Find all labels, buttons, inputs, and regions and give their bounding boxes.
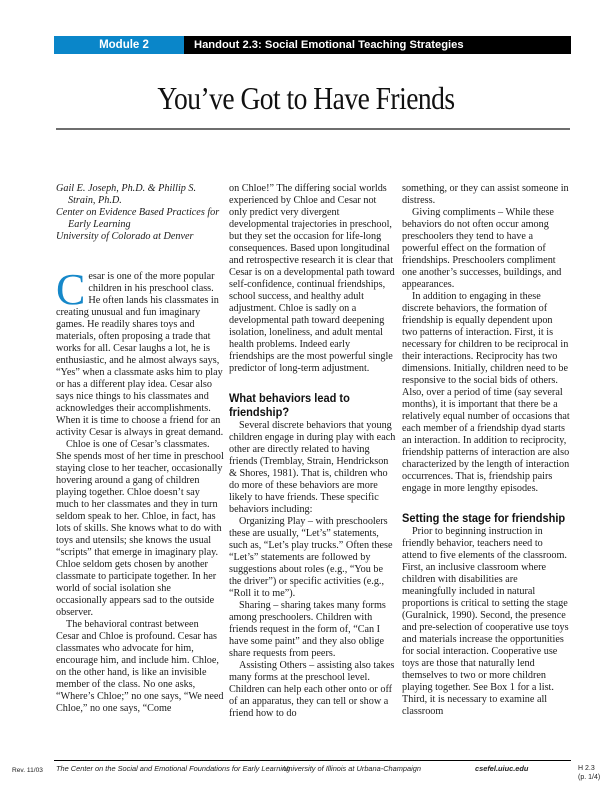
footer-divider [54, 760, 571, 761]
paragraph-behaviors-intro: Several discrete behaviors that young children engage in during play with each other are directly related to having friends (Tremblay, Strain, Hendrickson & Shores, 1981). That is, children who do more of these behaviors are more likely to have friends. These specific behaviors including: [229, 420, 396, 515]
footer-website-link[interactable]: csefel.uiuc.edu [475, 764, 529, 773]
organization: Center on Evidence Based Practices for Early Learning [56, 207, 220, 230]
handout-header-bar [54, 36, 571, 54]
page-indicator [578, 764, 600, 782]
paragraph-intro [56, 265, 224, 439]
paragraph-chloe: Chloe is one of Cesar’s classmates. She spends most of her time in preschool staying close to her teacher, occasionally hovering around a gang of children playing together. Chloe doesn’t say much to her classmates and they in turn seldom speak to her. Chloe, in fact, has lots of skills. She knows what to do with toys and utensils; she knows the usual “scripts” that emerge in imaginary play. Chloe seldom gets chosen by another classmate to participate together. In her world of social isolation she occasionally appears sad to the outside observer. [56, 439, 224, 618]
paragraph-interaction-patterns: In addition to engaging in these discrete behaviors, the formation of friendship is equally dependent upon two patterns of interaction. First, it is necessary for children to be reciprocal in their interactions. Reciprocity has two dimensions. Initially, children need to be responsive to the social bids of others. Also, over a period of time (say several months), it is important that there be a relatively equal number of occasions that each member of a friendship dyad starts an interaction. In addition to reciprocity, friendship patterns of interaction are also characterized by the length of interaction occurrences. That is, friendship pairs engage in more lengthy episodes. [402, 291, 570, 494]
section-heading-setting-stage: Setting the stage for friendship [402, 511, 566, 525]
paragraph-setting-stage: Prior to beginning instruction in friendly behavior, teachers need to attend to five elements of the classroom. First, an inclusive classroom where children with disabilities are meaningfully included in natural proportions is critical to setting the stage (Guralnick, 1990). Second, the presence and pre-selection of cooperative use toys and materials increase the opportunities for social interaction. Cooperative use toys are those that naturally lend themselves to two or more children playing together. See Box 1 for a list. Third, it is necessary to examine all classroom [402, 526, 569, 717]
section-heading-behaviors: What behaviors lead to friendship? [229, 391, 350, 419]
paragraph-assisting: Assisting Others – assisting also takes many forms at the preschool level. Children can help each other onto or off of an apparatus, they can tell or show a friend how to do [229, 660, 395, 719]
authors: Gail E. Joseph, Ph.D. & Phillip S. Strain, Ph.D. [56, 183, 197, 206]
page-title: You’ve Got to Have Friends [157, 80, 455, 116]
revision-date: Rev. 11/03 [12, 767, 43, 774]
university: University of Colorado at Denver [56, 231, 194, 242]
paragraph-assisting-continued: something, or they can assist someone in distress. [402, 183, 569, 206]
paragraph-text: esar is one of the more popular children in his preschool class. He often lands his classmates in creating unusual and fun imaginary games. He readily shares toys and materials, often proposing a trade that works for all. Cesar laughs a lot, he is enthusiastic, and he almost always says, “Yes” when a classmate asks him to play or has a different play idea. Cesar also says nice things to his classmates and acknowledges their accomplishments. When it is time to choose a friend for an activity Cesar is always in great demand. [56, 271, 224, 438]
column-3 [402, 183, 570, 718]
paragraph-contrast-continued: on Chloe!” The differing social worlds experienced by Chloe and Cesar not only predict very divergent developmental trajectories in preschool, but they set the occasion for life-long consequences. Based upon longitudinal and retrospective research it is clear that Cesar is on a developmental path toward self-confidence, continual friendships, school success, and healthy adult adjustment. Chloe is sadly on a developmental path toward deepening isolation, loneliness, and adult mental health problems. Indeed early friendships are the most powerful single predictor of long-term adjustment. [229, 183, 395, 374]
title-divider [56, 128, 570, 130]
page-number: (p. 1/4) [578, 774, 601, 781]
drop-cap: C [56, 265, 86, 314]
paragraph-compliments: Giving compliments – While these behaviors do not often occur among preschoolers they tend to have a powerful effect on the formation of friendships. Preschoolers compliment one another’s successes, buildings, and appearances. [402, 207, 562, 290]
column-2 [229, 183, 397, 720]
column-1 [56, 183, 224, 715]
handout-id: H 2.3 [578, 765, 595, 772]
module-label: Module 2 [54, 36, 184, 54]
paragraph-contrast: The behavioral contrast between Cesar and Chloe is profound. Cesar has classmates who advocate for him, encourage him, and include him. Chloe, on the other hand, is like an invisible member of the class. No one asks, “Where’s Chloe;” no one says, “We need Chloe,” no one says, “Come [56, 619, 224, 714]
byline [56, 183, 224, 243]
footer-center-name: The Center on the Social and Emotional Foundations for Early Learning [56, 764, 291, 773]
handout-label: Handout 2.3: Social Emotional Teaching Strategies [184, 36, 571, 54]
paragraph-sharing: Sharing – sharing takes many forms among preschoolers. Children with friends request in the form of, “Can I have some paint” and they also oblige share requests from peers. [229, 600, 386, 659]
paragraph-organizing-play: Organizing Play – with preschoolers these are usually, “Let’s” statements, such as, “Let’s play trucks.” Often these “Let’s” statements are followed by suggestions about roles (e.g., “You be the driver”) or specific activities (e.g., “Roll it to me”). [229, 516, 393, 599]
footer-university: University of Illinois at Urbana-Champaign [283, 764, 422, 773]
